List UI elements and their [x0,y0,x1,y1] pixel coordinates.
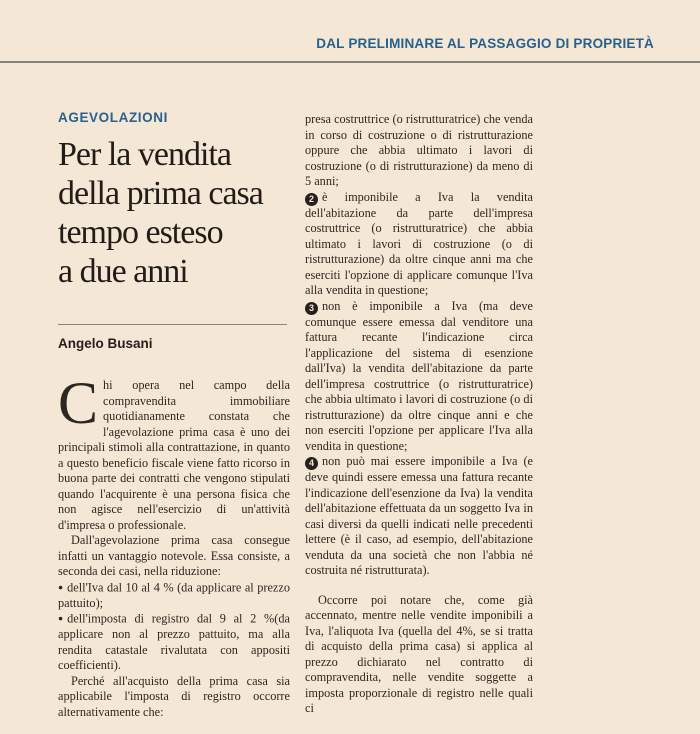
continuation-paragraph: presa costruttrice (o ristrutturatrice) che venda in corso di costruzione o di ristrutturazione oppure che abbia ultimato i lavori di costruzione (o di ristrutturazione) da meno di 5 anni; [305,112,533,188]
numbered-item-4 [305,454,533,579]
bullet-item-iva [58,580,290,612]
section-kicker: DAL PRELIMINARE AL PASSAGGIO DI PROPRIETÀ [316,36,654,51]
right-column [305,112,533,717]
lead-text: hi opera nel campo della compravendita immobiliare quotidianamente constata che l'agevolazione prima casa è uno dei principali stimoli alla contrattazione, in quanto a questo beneficio fiscale viene fatto ricorso in buona parte dei contratti che vengono stipulati quando l'acquirente è una persona fisica che non agisce nell'esercizio di un'attività d'impresa o professionale. [58,378,290,532]
paragraph-advantage: Dall'agevolazione prima casa consegue infatti un vantaggio notevole. Essa consiste, a seconda dei casi, nella riduzione: [58,533,290,578]
item-number-badge: 4 [305,457,318,470]
title-line: tempo esteso [58,214,223,251]
item-text: non è imponibile a Iva (ma deve comunque essere emessa dal venditore una fattura recante l'indicazione circa l'applicazione del sistema di esenzione dall'Iva) la vendita dell'abitazione da parte dell'impresa costruttrice (o ristrutturatrice) che abbia ultimato i lavori di costruzione (o di ristrutturazione) da oltre cinque anni e che non eserciti l'opzione per applicare l'Iva alla vendita in questione; [305,298,533,453]
bullet-icon: ● [58,613,64,623]
title-line: a due anni [58,253,188,290]
lead-paragraph [58,370,290,533]
title-line: Per la vendita [58,136,231,173]
author-name: Angelo Busani [58,336,153,351]
bullet-item-registro [58,611,290,674]
item-number-badge: 2 [305,193,318,206]
item-text: è imponibile a Iva la vendita dell'abitazione da parte dell'impresa costruttrice (o ristrutturatrice) che abbia ultimato i lavori di costruzione (o di ristrutturazione) da oltre cinque anni ma che eserciti l'opzione di applicare comunque l'Iva alla vendita in questione; [305,189,533,297]
bullet-icon: ● [58,581,64,592]
numbered-item-2 [305,190,533,299]
bullet-text: dell'imposta di registro dal 9 al 2 %(da applicare non al prezzo pattuito, ma alla rendita catastale rivalutata con appositi coefficienti). [58,611,290,672]
drop-cap: C [58,370,99,436]
article-category-label: AGEVOLAZIONI [58,110,168,125]
numbered-item-3 [305,299,533,455]
item-number-badge: 3 [305,302,318,315]
title-line: della prima casa [58,175,263,212]
left-column [58,110,290,720]
item-text: non può mai essere imponibile a Iva (e deve quindi essere emessa una fattura recante l'indicazione dell'esenzione da Iva) la vendita dell'abitazione effettuata da un soggetto Iva in casi diversi da quelli indicati nelle precedenti lettere (è il caso, ad esempio, dell'abitazione venduta da una società che non l'abbia né costruita né ristrutturata). [305,454,533,577]
author-divider [58,324,287,325]
closing-paragraph: Occorre poi notare che, come già accennato, mentre nelle vendite imponibili a Iva, l'aliquota Iva (quella del 4%, se si tratta di acquisto della prima casa) si applica al prezzo dichiarato nel contratto di compravendita, nelle vendite soggette a imposta proporzionale di registro nelle quali ci [305,592,533,715]
paragraph-perche: Perché all'acquisto della prima casa sia applicabile l'imposta di registro occorre alternativamente che: [58,673,290,719]
header-rule [0,61,700,63]
bullet-text: dell'Iva dal 10 al 4 % (da applicare al prezzo pattuito); [58,580,290,610]
article-title [58,135,290,291]
